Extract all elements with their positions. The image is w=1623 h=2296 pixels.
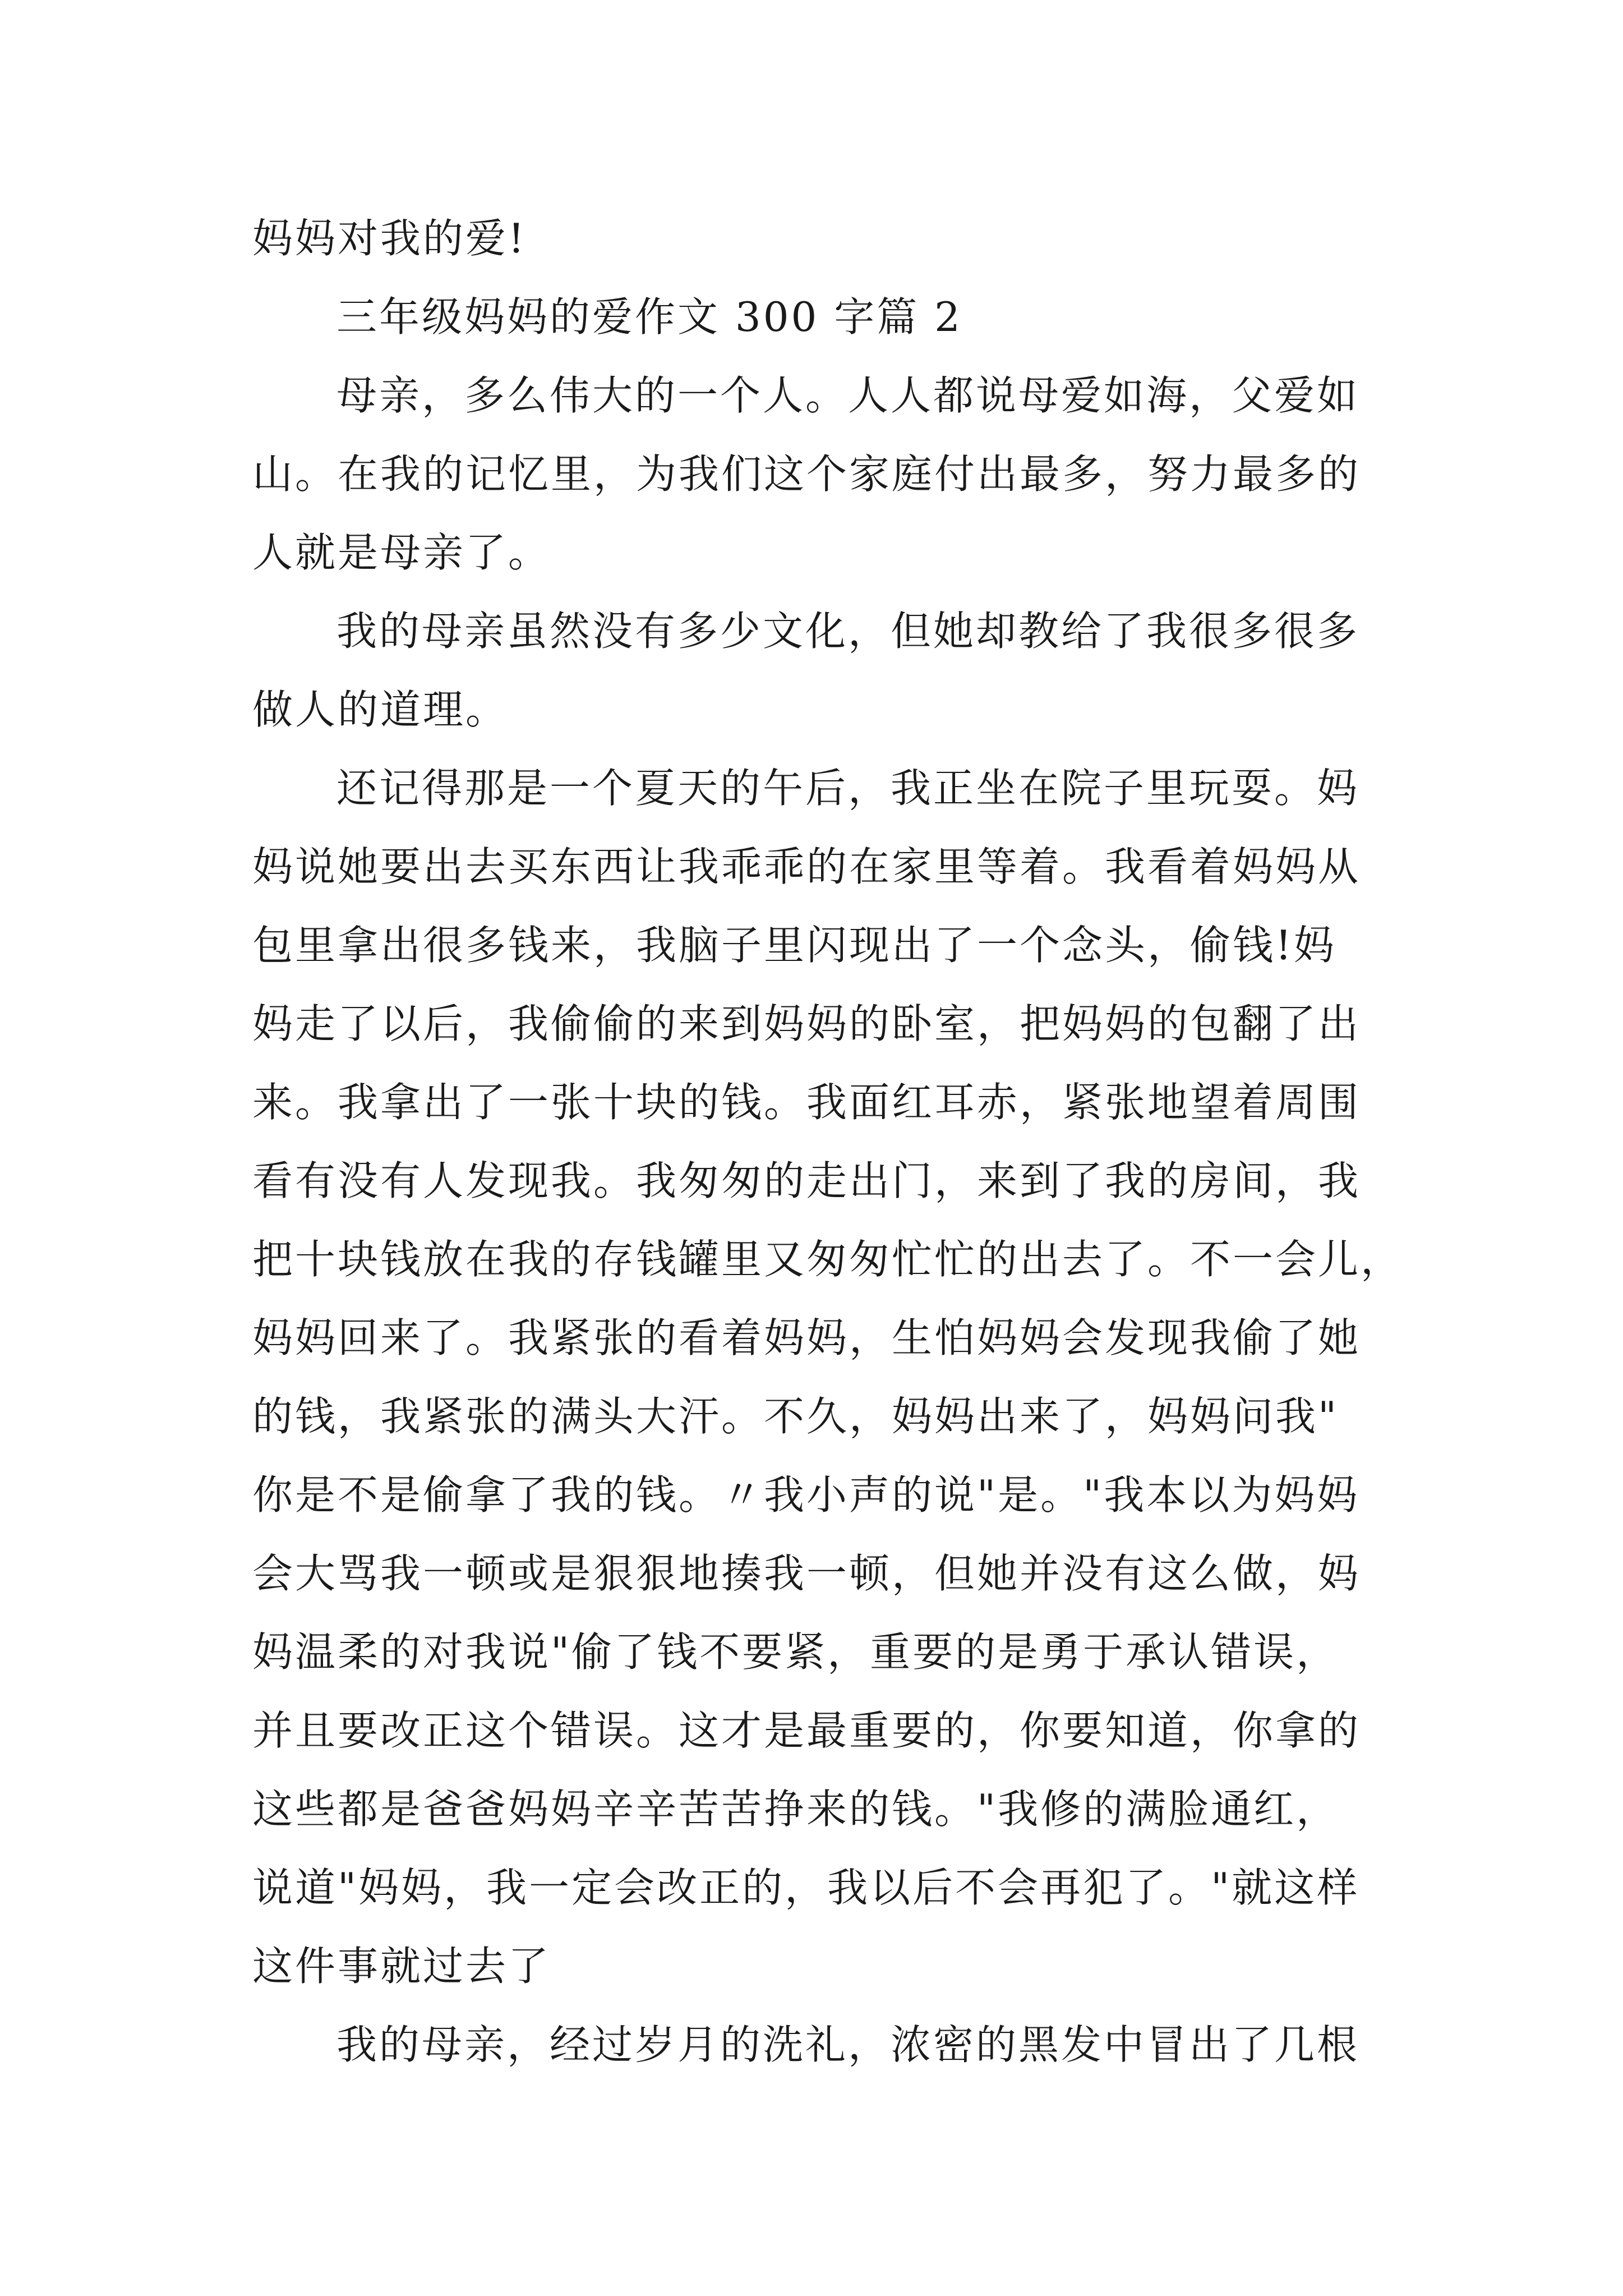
- text-line: 妈走了以后，我偷偷的来到妈妈的卧室，把妈妈的包翻了出: [252, 1000, 1361, 1047]
- text-line: 我的母亲虽然没有多少文化，但她却教给了我很多很多: [336, 608, 1360, 655]
- text-line: 并且要改正这个错误。这才是最重要的，你要知道，你拿的: [252, 1707, 1361, 1754]
- text-line: 的钱，我紧张的满头大汗。不久，妈妈出来了，妈妈问我": [252, 1393, 1339, 1440]
- text-line: 包里拿出很多钱来，我脑子里闪现出了一个念头，偷钱!妈: [252, 922, 1336, 969]
- text-line: 母亲，多么伟大的一个人。人人都说母爱如海，父爱如: [336, 372, 1360, 419]
- text-line: 山。在我的记忆里，为我们这个家庭付出最多，努力最多的: [252, 450, 1361, 498]
- text-line: 妈温柔的对我说"偷了钱不要紧，重要的是勇于承认错误，: [252, 1628, 1339, 1676]
- text-line: 还记得那是一个夏天的午后，我正坐在院子里玩耍。妈: [336, 765, 1360, 812]
- text-line: 这件事就过去了: [252, 1943, 551, 1990]
- text-line: 你是不是偷拿了我的钱。〃我小声的说"是。"我本以为妈妈: [252, 1471, 1360, 1519]
- text-line: 来。我拿出了一张十块的钱。我面红耳赤，紧张地望着周围: [252, 1079, 1361, 1126]
- text-line: 妈说她要出去买东西让我乖乖的在家里等着。我看着妈妈从: [252, 843, 1361, 890]
- text-line: 人就是母亲了。: [252, 529, 551, 576]
- text-line: 看有没有人发现我。我匆匆的走出门，来到了我的房间，我: [252, 1157, 1361, 1204]
- text-line: 这些都是爸爸妈妈辛辛苦苦挣来的钱。"我修的满脸通红，: [252, 1786, 1339, 1833]
- text-line: 把十块钱放在我的存钱罐里又匆匆忙忙的出去了。不一会儿，: [252, 1236, 1404, 1283]
- text-line: 做人的道理。: [252, 686, 509, 733]
- section-heading: 三年级妈妈的爱作文 300 字篇 2: [336, 293, 962, 341]
- text-line: 我的母亲，经过岁月的洗礼，浓密的黑发中冒出了几根: [336, 2021, 1360, 2068]
- text-line: 说道"妈妈，我一定会改正的，我以后不会再犯了。"就这样: [252, 1864, 1360, 1911]
- text-line: 会大骂我一顿或是狠狠地揍我一顿，但她并没有这么做，妈: [252, 1550, 1361, 1597]
- text-line: 妈妈回来了。我紧张的看着妈妈，生怕妈妈会发现我偷了她: [252, 1314, 1361, 1361]
- text-line: 妈妈对我的爱!: [252, 215, 527, 262]
